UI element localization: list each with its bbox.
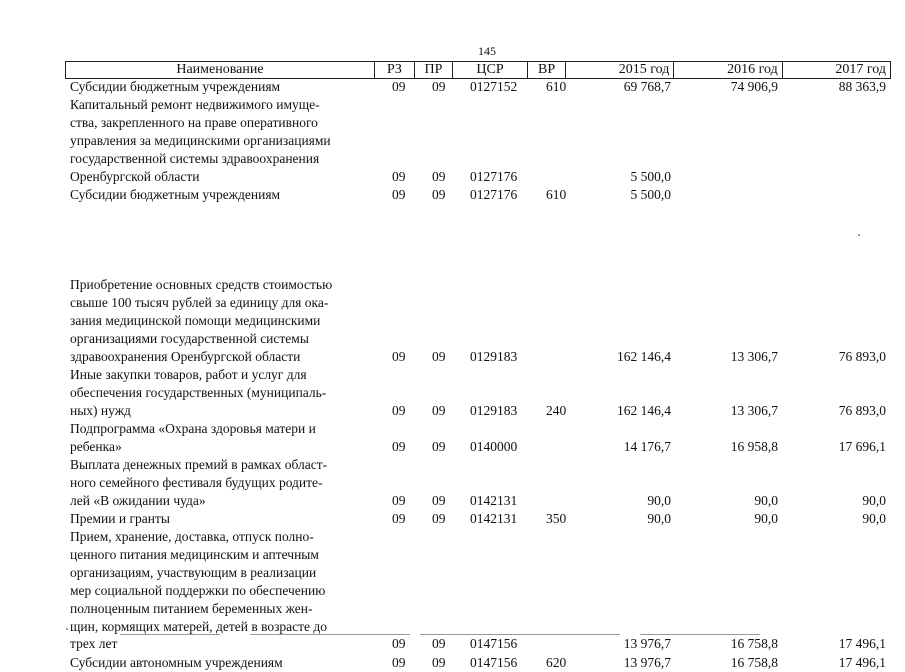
table-row [0,276,905,366]
cell-pr: 09 [432,348,446,364]
cell-y2016: 90,0 [754,511,778,526]
cell-y2017: 76 893,0 [838,348,886,364]
scan-speck [66,628,68,630]
header-2015: 2015 год [566,62,674,78]
cell-y2016: 16 758,8 [730,636,778,652]
header-csr: ЦСР [453,62,528,78]
cell-y2015: 162 146,4 [617,402,671,418]
cell-pr: 09 [432,636,446,652]
cell-rz: 09 [392,511,406,526]
table-row [0,96,905,186]
row-name: Премии и гранты [70,511,170,526]
scan-speck [858,234,860,236]
cell-csr: 0140000 [470,438,518,454]
cell-pr: 09 [432,438,446,454]
table-row [0,420,905,456]
cell-vr: 350 [546,511,567,526]
row-name: Субсидии бюджетным учреждениям [70,187,281,202]
cell-y2016: 74 906,9 [730,79,778,94]
cell-pr: 09 [432,168,446,184]
cell-csr: 0129183 [470,402,518,418]
cell-csr: 0142131 [470,511,518,526]
scan-edge-line [120,634,220,635]
cell-csr: 0127176 [470,168,518,184]
scan-edge-line [420,634,620,635]
cell-y2017: 17 696,1 [838,438,886,454]
cell-y2015: 162 146,4 [617,348,671,364]
cell-rz: 09 [392,168,406,184]
row-name: Капитальный ремонт недвижимого имуще- ства, закрепленного на праве оперативного управления за медицинскими организациями государственной системы здравоохранения Оренбургской области [70,97,331,184]
cell-csr: 0127152 [470,79,518,94]
cell-rz: 09 [392,348,406,364]
table-header [65,61,891,79]
cell-pr: 09 [432,511,446,526]
cell-pr: 09 [432,187,446,202]
row-name: Приобретение основных средств стоимостью свыше 100 тысяч рублей за единицу для ока- зания медицинской помощи медицинскими организациями государственной системы здравоохранения Оренбургской области [70,277,333,364]
cell-rz: 09 [392,402,406,418]
cell-vr: 610 [546,79,567,94]
table-row [0,366,905,420]
row-name: Субсидии автономным учреждениям [70,655,283,670]
scan-edge-line [250,634,410,635]
header-pr: ПР [415,62,453,78]
cell-vr: 620 [546,655,567,670]
cell-csr: 0147156 [470,636,518,652]
cell-y2017: 90,0 [862,511,886,526]
cell-rz: 09 [392,492,406,508]
cell-y2015: 14 176,7 [623,438,671,454]
row-name: Субсидии бюджетным учреждениям [70,79,281,94]
cell-y2016: 16 958,8 [730,438,778,454]
cell-csr: 0129183 [470,348,518,364]
cell-rz: 09 [392,187,406,202]
table-row [0,78,905,96]
cell-y2017: 88 363,9 [838,79,886,94]
header-2017: 2017 год [835,62,887,77]
cell-y2017: 90,0 [862,492,886,508]
cell-y2015: 5 500,0 [630,187,671,202]
cell-pr: 09 [432,492,446,508]
cell-y2015: 13 976,7 [623,636,671,652]
cell-y2015: 5 500,0 [630,168,671,184]
header-vr: ВР [528,62,566,78]
header-name: Наименование [66,62,375,78]
cell-rz: 09 [392,636,406,652]
cell-y2015: 90,0 [647,492,671,508]
header-2016: 2016 год [674,62,782,78]
cell-csr: 0147156 [470,655,518,670]
scan-edge-line [640,634,760,635]
cell-y2016: 90,0 [754,492,778,508]
cell-y2017: 76 893,0 [838,402,886,418]
table-row [0,456,905,510]
cell-vr: 610 [546,187,567,202]
table-row [0,510,905,528]
header-rz: РЗ [375,62,415,78]
table-row [0,654,905,672]
cell-rz: 09 [392,79,406,94]
cell-y2016: 16 758,8 [730,655,778,670]
cell-rz: 09 [392,438,406,454]
cell-pr: 09 [432,79,446,94]
cell-pr: 09 [432,402,446,418]
cell-rz: 09 [392,655,406,670]
row-name: Прием, хранение, доставка, отпуск полно- ценного питания медицинским и аптечным организациям, участвующим в реализации мер социальной поддержки по обеспечению полноценным питанием беременных жен- щин, кормящих матерей, детей в возрасте до трех лет [70,529,328,652]
cell-y2015: 13 976,7 [623,655,671,670]
cell-y2015: 90,0 [647,511,671,526]
page-number: 145 [478,44,496,58]
row-name: Иные закупки товаров, работ и услуг для обеспечения государственных (муниципаль- ных) нужд [70,367,327,418]
cell-y2015: 69 768,7 [623,79,671,94]
cell-y2017: 17 496,1 [838,655,886,670]
row-name: Подпрограмма «Охрана здоровья матери и ребенка» [70,421,316,454]
cell-csr: 0127176 [470,187,518,202]
cell-y2016: 13 306,7 [730,348,778,364]
cell-csr: 0142131 [470,492,518,508]
cell-pr: 09 [432,655,446,670]
cell-y2017: 17 496,1 [838,636,886,652]
cell-vr: 240 [546,402,567,418]
row-name: Выплата денежных премий в рамках област- ного семейного фестиваля будущих родите- лей «В ожидании чуда» [70,457,328,508]
table-row [0,186,905,204]
cell-y2016: 13 306,7 [730,402,778,418]
